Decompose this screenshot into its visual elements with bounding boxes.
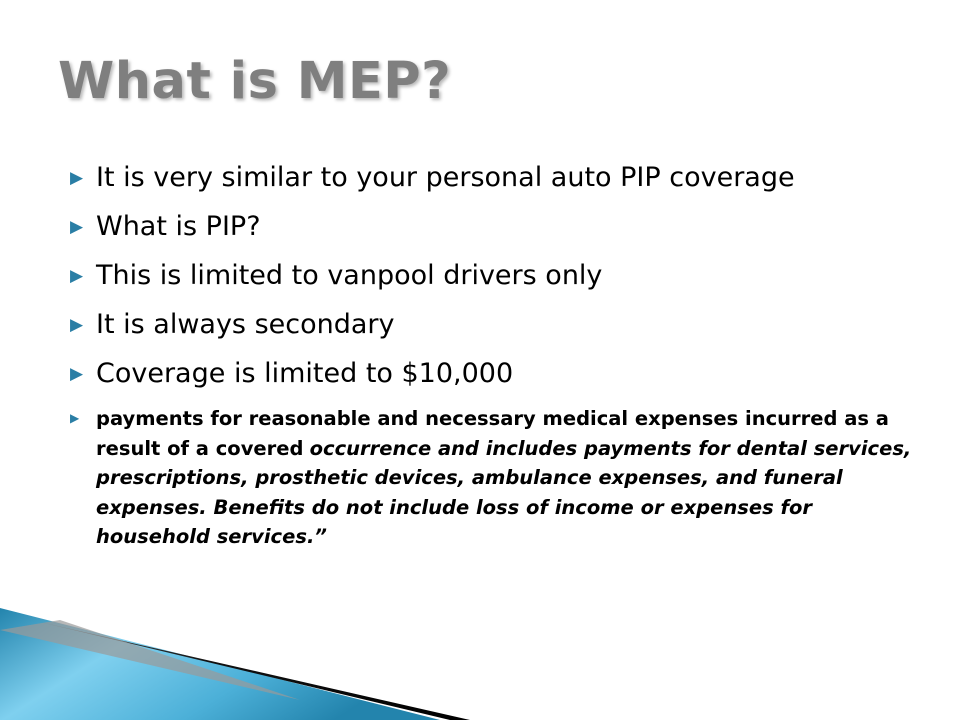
decorative-wedge [0, 590, 960, 720]
triangle-right-icon: ▶ [70, 411, 80, 425]
bullet-text: What is PIP? [96, 211, 261, 242]
bullet-text: Coverage is limited to $10,000 [96, 358, 514, 389]
bullet-item [70, 159, 930, 197]
bullet-text: It is always secondary [96, 309, 395, 340]
bullet-item [70, 257, 930, 295]
slide-title: What is MEP? [58, 52, 452, 111]
bullet-item [70, 306, 930, 344]
triangle-right-icon: ▶ [70, 364, 84, 384]
triangle-right-icon: ▶ [70, 217, 84, 237]
triangle-right-icon: ▶ [70, 168, 84, 188]
triangle-right-icon: ▶ [70, 266, 84, 286]
bullet-list [70, 159, 930, 552]
detail-bullet [70, 404, 930, 552]
bullet-text: This is limited to vanpool drivers only [96, 260, 603, 291]
triangle-right-icon: ▶ [70, 315, 84, 335]
detail-text-plain: payments for reasonable and necessary medical expenses incurred as a result of a covered [96, 407, 889, 460]
bullet-text: It is very similar to your personal auto PIP coverage [96, 162, 795, 193]
bullet-item [70, 355, 930, 393]
detail-text-italic: occurrence and includes payments for dental services, prescriptions, prosthetic devices, ambulance expenses, and funeral expenses. Benefits do not include loss of income or expenses for household services.” [96, 436, 912, 548]
bullet-item [70, 208, 930, 246]
